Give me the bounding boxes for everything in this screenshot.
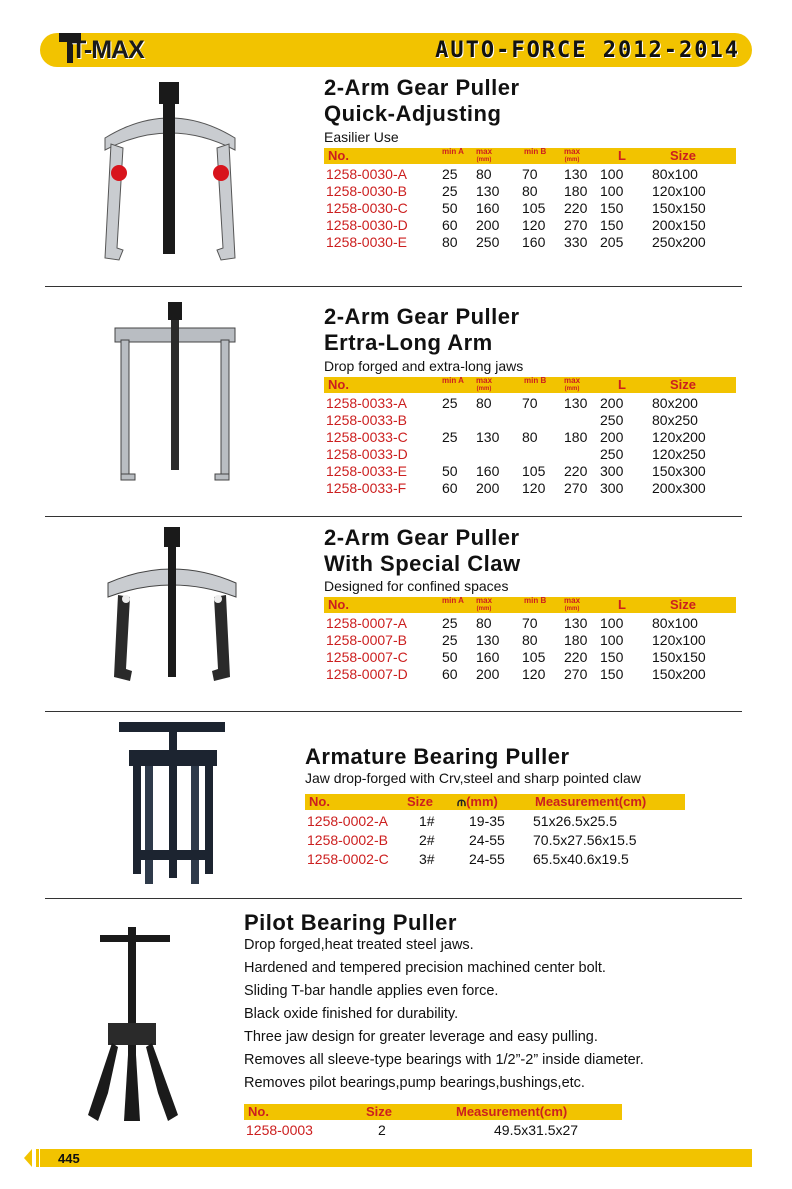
section1-table-header xyxy=(324,148,736,164)
pilot-puller-image xyxy=(78,925,193,1125)
section2-table-header xyxy=(324,377,736,393)
part-number: 1258-0033-F xyxy=(326,480,407,496)
cell-value: 100 xyxy=(600,183,624,199)
cell-value: 50 xyxy=(442,649,458,665)
table-row xyxy=(305,851,685,868)
armature-subtitle: Jaw drop-forged with Crv,steel and sharp pointed claw xyxy=(305,770,641,786)
th-min-a: min A xyxy=(442,376,464,385)
cell-value: 80x100 xyxy=(652,166,698,182)
cell-value: 120x100 xyxy=(652,183,706,199)
table-row xyxy=(324,395,736,412)
feature-line: Hardened and tempered precision machined center bolt. xyxy=(244,960,606,976)
th-size: Size xyxy=(366,1104,393,1119)
cell-value: 70.5x27.56x15.5 xyxy=(533,832,637,848)
table-row xyxy=(324,446,736,463)
cell-value: 60 xyxy=(442,666,458,682)
table-row xyxy=(324,234,736,251)
cell-value: 80 xyxy=(476,166,492,182)
cell-value: 150x150 xyxy=(652,200,706,216)
part-number: 1258-0033-D xyxy=(326,446,408,462)
trident-icon: ⫙ xyxy=(457,794,467,809)
cell-value: 200 xyxy=(476,480,500,496)
cell-value: 220 xyxy=(564,649,588,665)
cell-value: 65.5x40.6x19.5 xyxy=(533,851,629,867)
th-max-a: max (mm) xyxy=(476,596,493,612)
cell-value: 130 xyxy=(476,429,500,445)
cell-value: 60 xyxy=(442,480,458,496)
cell-value: 19-35 xyxy=(469,813,505,829)
cell-value: 80 xyxy=(442,234,458,250)
table-row xyxy=(324,463,736,480)
cell-value: 80 xyxy=(522,429,538,445)
cell-value: 25 xyxy=(442,632,458,648)
cell-value: 105 xyxy=(522,649,546,665)
quick-adjusting-puller-image xyxy=(95,78,245,266)
cell-value: 70 xyxy=(522,615,538,631)
cell-value: 200 xyxy=(600,395,624,411)
cell-value: 300 xyxy=(600,463,624,479)
th-size: Size xyxy=(670,377,697,392)
cell-value: 80x200 xyxy=(652,395,698,411)
cell-value: 270 xyxy=(564,666,588,682)
cell-value: 200x150 xyxy=(652,217,706,233)
cell-value: 100 xyxy=(600,615,624,631)
section2-title1: 2-Arm Gear Puller xyxy=(324,304,520,329)
cell-value: 180 xyxy=(564,183,588,199)
cell-value: 120x250 xyxy=(652,446,706,462)
th-no: No. xyxy=(248,1104,269,1119)
th-size: Size xyxy=(407,794,434,809)
cell-value: 130 xyxy=(564,166,588,182)
cell-value: 250 xyxy=(476,234,500,250)
table-row xyxy=(324,632,736,649)
cell-value: 70 xyxy=(522,395,538,411)
cell-value: 100 xyxy=(600,632,624,648)
feature-line: Drop forged,heat treated steel jaws. xyxy=(244,937,474,953)
cell-value: 150x200 xyxy=(652,666,706,682)
cell-value: 160 xyxy=(476,200,500,216)
th-no: No. xyxy=(328,377,349,392)
cell-value: 120 xyxy=(522,666,546,682)
armature-title: Armature Bearing Puller xyxy=(305,744,570,769)
part-number: 1258-0002-A xyxy=(307,813,388,829)
cell-value: 150 xyxy=(600,649,624,665)
part-number: 1258-0033-B xyxy=(326,412,407,428)
th-measurement: Measurement(cm) xyxy=(456,1104,568,1119)
section2-title2: Ertra-Long Arm xyxy=(324,330,493,355)
cell-value: 160 xyxy=(476,649,500,665)
cell-value: 120 xyxy=(522,217,546,233)
divider xyxy=(45,711,742,712)
th-max-b: max (mm) xyxy=(564,376,581,392)
th-min-b: min B xyxy=(524,376,547,385)
cell-value: 150x300 xyxy=(652,463,706,479)
th-size: Size xyxy=(670,597,697,612)
part-number: 1258-0030-A xyxy=(326,166,407,182)
cell-value: 160 xyxy=(522,234,546,250)
cell-value: 80x250 xyxy=(652,412,698,428)
cell-value: 270 xyxy=(564,480,588,496)
table-row xyxy=(324,183,736,200)
cell-value: 220 xyxy=(564,463,588,479)
feature-line: Black oxide finished for durability. xyxy=(244,1006,459,1022)
page-number: 445 xyxy=(58,1151,80,1166)
section2-subtitle: Drop forged and extra-long jaws xyxy=(324,358,524,374)
part-number: 1258-0030-B xyxy=(326,183,407,199)
cell-value: 130 xyxy=(564,395,588,411)
table-row: 1258-0003 2 49.5x31.5x27 xyxy=(246,1122,579,1138)
divider xyxy=(45,286,742,287)
armature-table-header xyxy=(305,794,685,810)
th-max-b: max (mm) xyxy=(564,596,581,612)
cell-value: 130 xyxy=(564,615,588,631)
section3-title1: 2-Arm Gear Puller xyxy=(324,525,520,550)
armature-puller-image xyxy=(115,718,230,890)
cell-value: 200 xyxy=(600,429,624,445)
part-number: 1258-0030-C xyxy=(326,200,408,216)
cell-value: 80x100 xyxy=(652,615,698,631)
feature-line: Removes pilot bearings,pump bearings,bushings,etc. xyxy=(244,1075,585,1091)
cell-value: 200x300 xyxy=(652,480,706,496)
cell-value: 130 xyxy=(476,632,500,648)
cell-value: 150 xyxy=(600,217,624,233)
th-min-a: min A xyxy=(442,596,464,605)
cell-value: 24-55 xyxy=(469,851,505,867)
cell-value: 25 xyxy=(442,429,458,445)
part-number: 1258-0033-E xyxy=(326,463,407,479)
page-marker-icon xyxy=(24,1149,56,1167)
cell-value: 150x150 xyxy=(652,649,706,665)
part-number: 1258-0007-C xyxy=(326,649,408,665)
extra-long-arm-puller-image xyxy=(105,300,245,488)
feature-line: Removes all sleeve-type bearings with 1/2”-2” inside diameter. xyxy=(244,1052,644,1068)
table-row xyxy=(324,666,736,683)
th-max-a: max (mm) xyxy=(476,376,493,392)
cell-value: 220 xyxy=(564,200,588,216)
cell-value: 300 xyxy=(600,480,624,496)
cell-value: 120 xyxy=(522,480,546,496)
cell-value: 105 xyxy=(522,200,546,216)
cell-value: 330 xyxy=(564,234,588,250)
section1-title2: Quick-Adjusting xyxy=(324,101,502,126)
cell-value: 270 xyxy=(564,217,588,233)
cell-value: 180 xyxy=(564,632,588,648)
cell-value: 80 xyxy=(522,632,538,648)
part-number: 1258-0007-B xyxy=(326,632,407,648)
cell-value: 80 xyxy=(476,615,492,631)
cell-value: 25 xyxy=(442,395,458,411)
pilot-table-header xyxy=(244,1104,622,1120)
cell-value: 150 xyxy=(600,666,624,682)
section3-table-header xyxy=(324,597,736,613)
cell-value: 200 xyxy=(476,217,500,233)
th-no: No. xyxy=(309,794,330,809)
table-row xyxy=(324,200,736,217)
cell-value: 50 xyxy=(442,200,458,216)
part-number: 1258-0007-D xyxy=(326,666,408,682)
part-number: 1258-0007-A xyxy=(326,615,407,631)
th-l: L xyxy=(618,377,626,392)
cell-value: 2# xyxy=(419,832,435,848)
cell-value: 250x200 xyxy=(652,234,706,250)
section1-title1: 2-Arm Gear Puller xyxy=(324,75,520,100)
brand-logo: T-MAX xyxy=(71,36,144,64)
cell-value: 130 xyxy=(476,183,500,199)
divider xyxy=(45,898,742,899)
cell-value: 120x200 xyxy=(652,429,706,445)
table-row xyxy=(305,813,685,830)
divider xyxy=(45,516,742,517)
part-number: 1258-0033-C xyxy=(326,429,408,445)
feature-line: Sliding T-bar handle applies even force. xyxy=(244,983,499,999)
section3-subtitle: Designed for confined spaces xyxy=(324,578,509,594)
th-no: No. xyxy=(328,148,349,163)
cell-value: 60 xyxy=(442,217,458,233)
part-number: 1258-0033-A xyxy=(326,395,407,411)
cell-value: 70 xyxy=(522,166,538,182)
th-measurement: Measurement(cm) xyxy=(535,794,647,809)
pilot-features xyxy=(244,934,644,1095)
th-min-b: min B xyxy=(524,147,547,156)
cell-value: 180 xyxy=(564,429,588,445)
table-row xyxy=(305,832,685,849)
table-row xyxy=(324,217,736,234)
cell-value: 80 xyxy=(522,183,538,199)
part-number: 1258-0030-E xyxy=(326,234,407,250)
cell-value: 25 xyxy=(442,183,458,199)
cell-value: 250 xyxy=(600,446,624,462)
th-diameter: ⫙(mm) xyxy=(457,794,498,809)
special-claw-puller-image xyxy=(102,525,242,687)
th-min-a: min A xyxy=(442,147,464,156)
cell-value: 1# xyxy=(419,813,435,829)
part-number: 1258-0030-D xyxy=(326,217,408,233)
cell-value: 160 xyxy=(476,463,500,479)
cell-value: 205 xyxy=(600,234,624,250)
table-row xyxy=(324,166,736,183)
cell-value: 24-55 xyxy=(469,832,505,848)
table-row xyxy=(324,429,736,446)
section1-subtitle: Easilier Use xyxy=(324,129,399,145)
cell-value: 51x26.5x25.5 xyxy=(533,813,618,829)
th-l: L xyxy=(618,597,626,612)
cell-value: 105 xyxy=(522,463,546,479)
th-max-b: max (mm) xyxy=(564,147,581,163)
cell-value: 25 xyxy=(442,166,458,182)
section3-title2: With Special Claw xyxy=(324,551,521,576)
cell-value: 250 xyxy=(600,412,624,428)
cell-value: 50 xyxy=(442,463,458,479)
th-max-a: max (mm) xyxy=(476,147,493,163)
part-number: 1258-0002-B xyxy=(307,832,388,848)
cell-value: 3# xyxy=(419,851,435,867)
cell-value: 120x100 xyxy=(652,632,706,648)
cell-value: 200 xyxy=(476,666,500,682)
th-min-b: min B xyxy=(524,596,547,605)
th-size: Size xyxy=(670,148,697,163)
table-row xyxy=(324,649,736,666)
cell-value: 100 xyxy=(600,166,624,182)
th-no: No. xyxy=(328,597,349,612)
table-row xyxy=(324,480,736,497)
brand-title: AUTO-FORCE 2012-2014 xyxy=(435,38,740,63)
pilot-title: Pilot Bearing Puller xyxy=(244,910,457,935)
cell-value: 25 xyxy=(442,615,458,631)
feature-line: Three jaw design for greater leverage and easy pulling. xyxy=(244,1029,598,1045)
footer-bar xyxy=(40,1149,752,1167)
cell-value: 150 xyxy=(600,200,624,216)
cell-value: 80 xyxy=(476,395,492,411)
table-row xyxy=(324,615,736,632)
th-l: L xyxy=(618,148,626,163)
table-row xyxy=(324,412,736,429)
part-number: 1258-0002-C xyxy=(307,851,389,867)
